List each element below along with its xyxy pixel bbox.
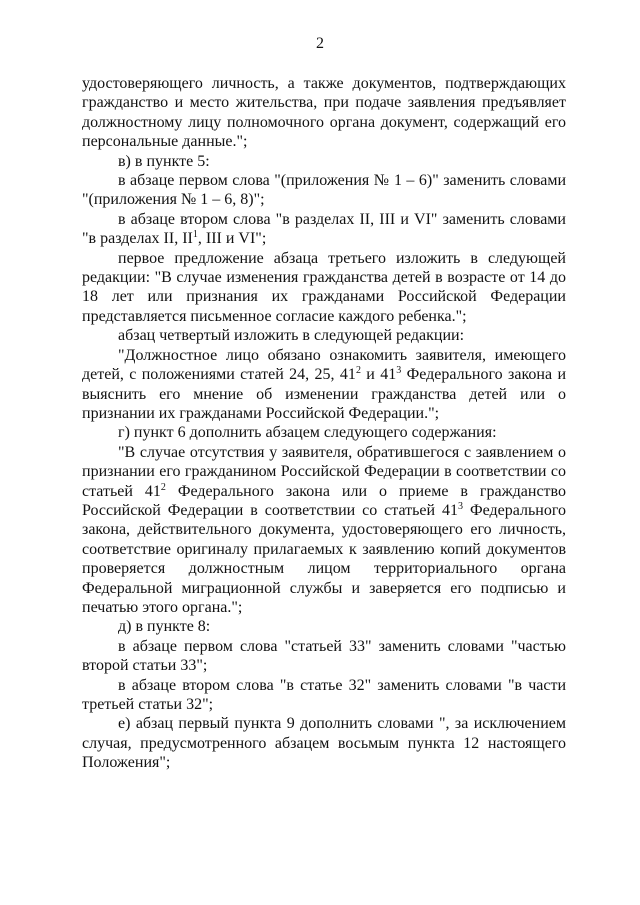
- paragraph: [82, 443, 566, 618]
- superscript-index: 3: [396, 365, 402, 377]
- paragraph: [82, 637, 566, 676]
- text-run: удостоверяющего личность, а также документов, подтверждающих гражданство и место жительства, при подаче заявления предъявляет должностному лицу полномочного органа документ, содержащий его персональные данные.";: [82, 75, 566, 151]
- text-run: в) в пункте 5:: [118, 152, 210, 170]
- text-run: д) в пункте 8:: [118, 618, 211, 636]
- paragraph: [82, 714, 566, 772]
- paragraph: [82, 152, 566, 171]
- paragraph: [82, 617, 566, 636]
- superscript-index: 1: [192, 229, 198, 241]
- text-run: е) абзац первый пункта 9 дополнить словами ", за исключением случая, предусмотренного абзацем восьмым пункта 12 настоящего Положения";: [82, 715, 566, 772]
- paragraph: [82, 171, 566, 210]
- superscript-index: 2: [160, 481, 166, 493]
- superscript-index: 2: [355, 365, 361, 377]
- text-run: и 41: [360, 366, 397, 384]
- text-run: г) пункт 6 дополнить абзацем следующего содержания:: [118, 424, 497, 442]
- paragraph: [82, 326, 566, 345]
- text-run: , III и VI";: [197, 230, 267, 248]
- text-run: Федерального закона и выяснить его мнение об изменении гражданства детей или о признании их гражданами Российской Федерации.";: [82, 366, 567, 422]
- text-run: в абзаце втором слова "в статье 32" заменить словами "в части третьей статьи 32";: [82, 676, 566, 713]
- document-body: [82, 74, 566, 773]
- text-run: в абзаце первом слова "(приложения № 1 – 6)" заменить словами "(приложения № 1 – 6, 8)";: [82, 172, 566, 209]
- text-run: "Должностное лицо обязано ознакомить заявителя, имеющего детей, с положениями статей 24, 25, 41: [82, 346, 566, 384]
- paragraph: [82, 74, 566, 152]
- text-run: в абзаце первом слова "статьей 33" заменить словами "частью второй статьи 33";: [82, 637, 566, 675]
- page-number: 2: [316, 35, 324, 52]
- paragraph: [82, 423, 566, 442]
- text-run: в абзаце втором слова "в разделах II, III и VI" заменить словами "в разделах II, II: [82, 210, 566, 248]
- text-run: первое предложение абзаца третьего изложить в следующей редакции: "В случае изменения гражданства детей в возрасте от 14 до 18 лет или признания их гражданами Российской Федерации представляется письменное согласие каждого ребенка.";: [82, 249, 566, 325]
- paragraph: [82, 676, 566, 715]
- text-run: абзац четвертый изложить в следующей редакции:: [118, 327, 465, 345]
- text-run: Федерального закона, действительного документа, удостоверяющего его личность, соответствие оригиналу прилагаемых к заявлению копий документов проверяется должностным лицом территориального органа Федеральной миграционной службы и заверяется его подписью и печатью этого органа.";: [82, 501, 566, 616]
- superscript-index: 3: [458, 500, 464, 512]
- text-run: Федерального закона или о приеме в гражданство Российской Федерации в соответствии со статьей 41: [82, 482, 566, 519]
- text-run: "В случае отсутствия у заявителя, обратившегося с заявлением о признании его гражданином Российской Федерации в соответствии со статьей 41: [82, 443, 566, 500]
- paragraph: [82, 346, 566, 424]
- paragraph: [82, 249, 566, 327]
- paragraph: [82, 210, 566, 249]
